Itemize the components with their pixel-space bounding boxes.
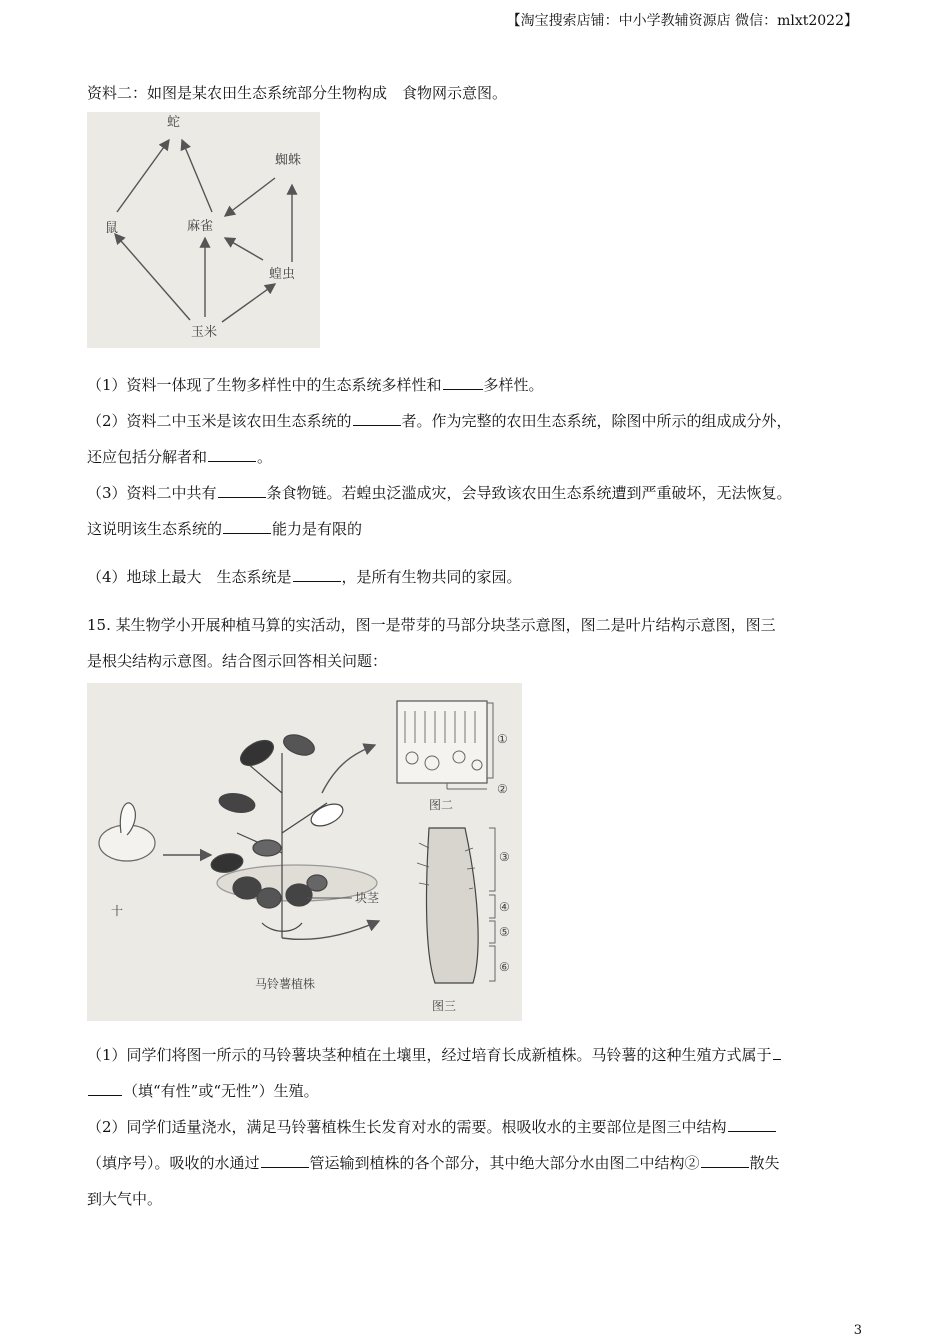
fig2-label: 图二 bbox=[429, 798, 454, 812]
answer-blank[interactable] bbox=[208, 447, 256, 462]
q15-part1-cont: （填“有性”或“无性”）生殖。 bbox=[87, 1080, 319, 1102]
q14-part3: （3）资料二中共有 条食物链。若蝗虫泛滥成灾，会导致该农田生态系统遭到严重破坏，无法恢复。 bbox=[87, 484, 792, 502]
answer-blank[interactable] bbox=[728, 1117, 776, 1132]
material2-intro: 资料二：如图是某农田生态系统部分生物构成 食物网示意图。 bbox=[87, 84, 508, 102]
q14-part2-cont: 还应包括分解者和 。 bbox=[87, 448, 273, 466]
q14-part2: （2）资料二中玉米是该农田生态系统的 者。作为完整的农田生态系统，除图中所示的组成成分外， bbox=[87, 412, 792, 430]
mark-2: ② bbox=[497, 782, 508, 796]
fig1-label: 十 bbox=[111, 904, 124, 918]
q15-part2: （2）同学们适量浇水，满足马铃薯植株生长发育对水的需要。根吸收水的主要部位是图三中结构 bbox=[87, 1116, 777, 1138]
answer-blank[interactable] bbox=[218, 483, 266, 498]
mark-4: ④ bbox=[499, 900, 510, 914]
page-header: 【淘宝搜索店铺：中小学教辅资源店 微信：mlxt2022】 bbox=[506, 13, 858, 29]
q15-intro-cont: 是根尖结构示意图。结合图示回答相关问题： bbox=[87, 652, 388, 670]
q15-part2-cont: （填序号）。吸收的水通过 管运输到植株的各个部分，其中绝大部分水由图二中结构② 散失 bbox=[87, 1154, 780, 1172]
answer-blank[interactable] bbox=[443, 375, 483, 390]
mark-5: ⑤ bbox=[499, 925, 510, 939]
node-spider: 蜘蛛 bbox=[275, 153, 302, 168]
root-tip-drawing bbox=[417, 828, 510, 1013]
fig3-label: 图三 bbox=[432, 999, 457, 1013]
node-mouse: 鼠 bbox=[105, 221, 119, 236]
q14-part1: （1）资料一体现了生物多样性中的生态系统多样性和 多样性。 bbox=[87, 376, 544, 394]
answer-blank[interactable] bbox=[88, 1081, 122, 1096]
potato-figure bbox=[87, 683, 522, 1021]
potato-plant-drawing bbox=[210, 731, 377, 938]
answer-blank[interactable] bbox=[293, 567, 341, 582]
answer-blank[interactable] bbox=[701, 1153, 749, 1168]
mark-6: ⑥ bbox=[499, 960, 510, 974]
mark-3: ③ bbox=[499, 850, 510, 864]
q15-part2-end: 到大气中。 bbox=[87, 1190, 163, 1208]
node-locust: 蝗虫 bbox=[269, 267, 296, 282]
answer-blank[interactable] bbox=[223, 519, 271, 534]
q15-part1: （1）同学们将图一所示的马铃薯块茎种植在土壤里，经过培育长成新植株。马铃薯的这种生殖方式属于 bbox=[87, 1044, 782, 1066]
q14-part3-cont: 这说明该生态系统的 能力是有限的 bbox=[87, 520, 363, 538]
answer-blank[interactable] bbox=[353, 411, 401, 426]
node-corn: 玉米 bbox=[191, 325, 218, 340]
leaf-structure-drawing bbox=[397, 701, 508, 812]
mark-1: ① bbox=[497, 732, 508, 746]
food-web-figure bbox=[87, 112, 320, 348]
plant-label: 马铃薯植株 bbox=[255, 977, 316, 991]
tuber-label: 块茎 bbox=[355, 891, 380, 905]
node-sparrow: 麻雀 bbox=[187, 219, 214, 234]
node-snake: 蛇 bbox=[167, 115, 181, 130]
q15-intro: 15. 某生物学小开展种植马算的实活动，图一是带芽的马部分块茎示意图，图二是叶片结构示意图，图三 bbox=[87, 616, 776, 634]
tuber-drawing bbox=[99, 803, 155, 918]
answer-blank[interactable] bbox=[261, 1153, 309, 1168]
q14-part4: （4）地球上最大 生态系统是 ，是所有生物共同的家园。 bbox=[87, 568, 522, 586]
page-number: 3 bbox=[853, 1323, 862, 1338]
answer-blank[interactable] bbox=[773, 1045, 781, 1060]
